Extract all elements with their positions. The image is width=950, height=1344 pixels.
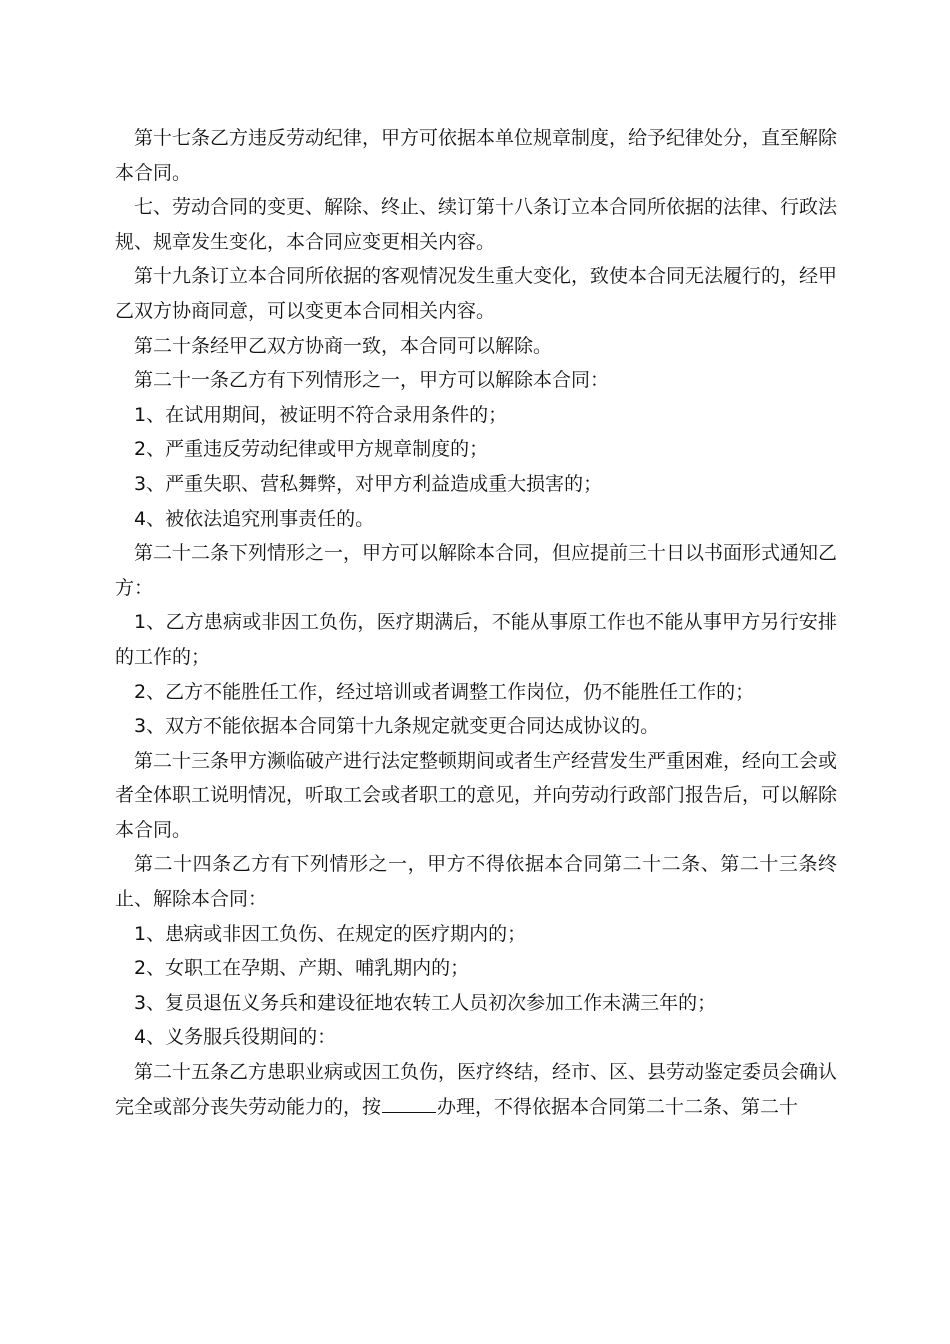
list-item: 1、在试用期间，被证明不符合录用条件的； xyxy=(134,403,508,426)
paragraph-article-23: 第二十三条甲方濒临破产进行法定整顿期间或者生产经营发生严重困难，经向工会或者全体职工说明情况，听取工会或者职工的意见，并向劳动行政部门报告后，可以解除本合同。 xyxy=(115,749,838,841)
paragraph-article-21: 第二十一条乙方有下列情形之一，甲方可以解除本合同： xyxy=(134,369,610,392)
list-item: 2、乙方不能胜任工作，经过培训或者调整工作岗位，仍不能胜任工作的； xyxy=(134,680,755,703)
paragraph-article-17: 第十七条乙方违反劳动纪律，甲方可依据本单位规章制度，给予纪律处分，直至解除本合同。 xyxy=(115,127,838,184)
list-item: 1、乙方患病或非因工负伤，医疗期满后，不能从事原工作也不能从事甲方另行安排的工作的； xyxy=(115,611,837,668)
list-item: 1、患病或非因工负伤、在规定的医疗期内的； xyxy=(134,922,527,945)
list-item: 3、严重失职、营私舞弊，对甲方利益造成重大损害的； xyxy=(134,472,603,495)
list-item: 2、严重违反劳动纪律或甲方规章制度的； xyxy=(134,438,489,461)
paragraph-article-22: 第二十二条下列情形之一，甲方可以解除本合同，但应提前三十日以书面形式通知乙方： xyxy=(115,542,838,599)
paragraph-article-24: 第二十四条乙方有下列情形之一，甲方不得依据本合同第二十二条、第二十三条终止、解除本合同： xyxy=(115,853,837,911)
paragraph-article-25 xyxy=(115,1055,837,1124)
list-item: 3、双方不能依据本合同第十九条规定就变更合同达成协议的。 xyxy=(134,715,660,738)
article-25-text-after-blank: 办理，不得依据本合同第二十二条、第二十 xyxy=(437,1095,799,1118)
paragraph-article-19: 第十九条订立本合同所依据的客观情况发生重大变化，致使本合同无法履行的，经甲乙双方协商同意，可以变更本合同相关内容。 xyxy=(115,265,838,322)
paragraph-section-7-article-18: 七、劳动合同的变更、解除、终止、续订第十八条订立本合同所依据的法律、行政法规、规章发生变化，本合同应变更相关内容。 xyxy=(115,196,838,253)
list-item: 4、被依法追究刑事责任的。 xyxy=(134,507,375,530)
list-item: 4、义务服兵役期间的： xyxy=(134,1026,337,1049)
article-25-text-before-blank: 第二十五条乙方患职业病或因工负伤，医疗终结，经市、区、县劳动鉴定委员会确认完全或部分丧失劳动能力的，按 xyxy=(115,1061,838,1118)
fill-in-blank xyxy=(382,1094,436,1113)
paragraph-article-20: 第二十条经甲乙双方协商一致，本合同可以解除。 xyxy=(134,334,553,357)
list-item: 2、女职工在孕期、产期、哺乳期内的； xyxy=(134,957,470,980)
document-body xyxy=(115,121,837,1124)
list-item: 3、复员退伍义务兵和建设征地农转工人员初次参加工作未满三年的； xyxy=(134,991,717,1014)
